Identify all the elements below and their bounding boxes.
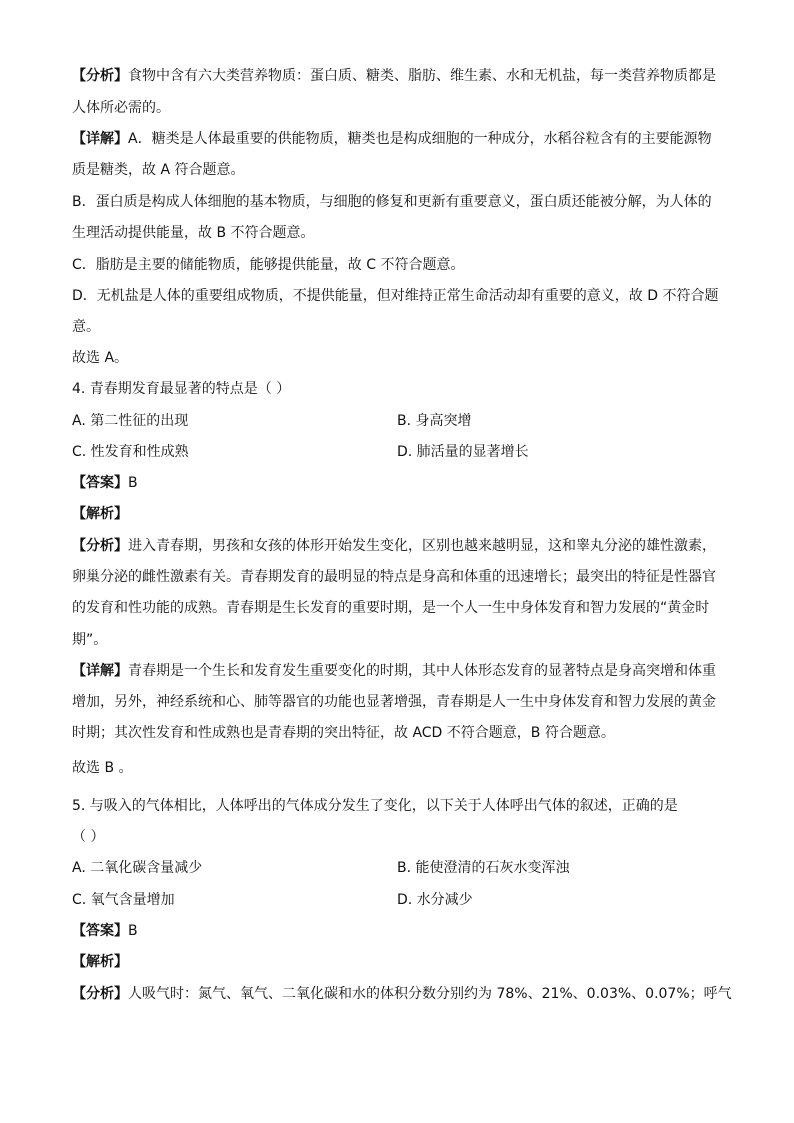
q5-stem-line-1: 5. 与吸入的气体相比，人体呼出的气体成分发生了变化，以下关于人体呼出气体的叙述，正确的是 bbox=[72, 798, 678, 814]
answer-tag: 【答案】 bbox=[72, 475, 128, 491]
q4-option-b: B. 身高突增 bbox=[397, 413, 472, 429]
q4-option-a: A. 第二性征的出现 bbox=[72, 413, 189, 429]
q4-conclusion: 故选 B 。 bbox=[72, 760, 133, 776]
q5-answer-value: B bbox=[128, 923, 138, 939]
q3-xiangjie-text-1: A．糖类是人体最重要的供能物质，糖类也是构成细胞的一种成分，水稻谷粒含有的主要能源物 bbox=[128, 131, 712, 147]
q4-xiangjie-line-3: 时期；其次性发育和性成熟也是青春期的突出特征，故 ACD 不符合题意，B 符合题意。 bbox=[72, 725, 615, 741]
q5-fenxi-line-1 bbox=[72, 984, 732, 1004]
q5-option-d: D. 水分减少 bbox=[397, 892, 473, 908]
q5-stem-line-2: （ ） bbox=[72, 829, 105, 845]
q4-xiangjie-text-1: 青春期是一个生长和发育发生重要变化的时期，其中人体形态发育的显著特点是身高突增和体重 bbox=[128, 663, 716, 679]
q3-c-line: C．脂肪是主要的储能物质，能够提供能量，故 C 不符合题意。 bbox=[72, 257, 465, 273]
q4-fenxi-line-1 bbox=[72, 536, 716, 556]
fenxi-tag: 【分析】 bbox=[72, 538, 128, 554]
xiangjie-tag: 【详解】 bbox=[72, 663, 128, 679]
q3-xiangjie-line-1 bbox=[72, 129, 712, 149]
q3-d-line-1: D．无机盐是人体的重要组成物质，不提供能量，但对维持正常生命活动却有重要的意义，故 D 不符合题 bbox=[72, 288, 719, 304]
fenxi-tag: 【分析】 bbox=[72, 986, 128, 1002]
q5-fenxi-text-1: 人吸气时：氮气、氧气、二氧化碳和水的体积分数分别约为 78%、21%、0.03%、0.07%；呼气 bbox=[128, 986, 732, 1002]
q4-option-d: D. 肺活量的显著增长 bbox=[397, 444, 529, 460]
q4-fenxi-line-2: 卵巢分泌的雌性激素有关。青春期发育的最明显的特点是身高和体重的迅速增长；最突出的特征是性器官 bbox=[72, 569, 716, 585]
q5-jiexi-tag: 【解析】 bbox=[72, 954, 128, 970]
q5-answer bbox=[72, 921, 138, 941]
q4-fenxi-text-1: 进入青春期，男孩和女孩的体形开始发生变化，区别也越来越明显，这和睾丸分泌的雄性激素， bbox=[128, 538, 716, 554]
q5-option-a: A. 二氧化碳含量减少 bbox=[72, 860, 203, 876]
xiangjie-tag: 【详解】 bbox=[72, 131, 128, 147]
q3-fenxi-line-1 bbox=[72, 66, 716, 86]
q3-conclusion: 故选 A。 bbox=[72, 350, 129, 366]
q4-answer-value: B bbox=[128, 475, 138, 491]
q4-xiangjie-line-2: 增加，另外，神经系统和心、肺等器官的功能也显著增强，青春期是人一生中身体发育和智力发展的黄金 bbox=[72, 694, 716, 710]
q4-answer bbox=[72, 473, 138, 493]
q4-option-c: C. 性发育和性成熟 bbox=[72, 444, 189, 460]
q3-b-line-2: 生理活动提供能量，故 B 不符合题意。 bbox=[72, 225, 315, 241]
q4-xiangjie-line-1 bbox=[72, 661, 716, 681]
q3-b-line-1: B．蛋白质是构成人体细胞的基本物质，与细胞的修复和更新有重要意义，蛋白质还能被分解，为人体的 bbox=[72, 194, 712, 210]
q3-d-line-2: 意。 bbox=[72, 319, 100, 335]
q4-jiexi-tag: 【解析】 bbox=[72, 506, 128, 522]
answer-tag: 【答案】 bbox=[72, 923, 128, 939]
fenxi-tag: 【分析】 bbox=[72, 68, 128, 84]
q3-fenxi-text-1: 食物中含有六大类营养物质：蛋白质、糖类、脂肪、维生素、水和无机盐，每一类营养物质都是 bbox=[128, 68, 716, 84]
q4-stem: 4. 青春期发育最显著的特点是（ ） bbox=[72, 381, 291, 397]
q3-fenxi-line-2: 人体所必需的。 bbox=[72, 100, 170, 116]
q5-option-b: B. 能使澄清的石灰水变浑浊 bbox=[397, 860, 570, 876]
q4-fenxi-line-4: 期”。 bbox=[72, 632, 108, 648]
q3-xiangjie-line-2: 质是糖类，故 A 符合题意。 bbox=[72, 162, 245, 178]
q5-option-c: C. 氧气含量增加 bbox=[72, 892, 175, 908]
q4-fenxi-line-3: 的发育和性功能的成熟。青春期是生长发育的重要时期，是一个人一生中身体发育和智力发展的“黄金时 bbox=[72, 600, 710, 616]
